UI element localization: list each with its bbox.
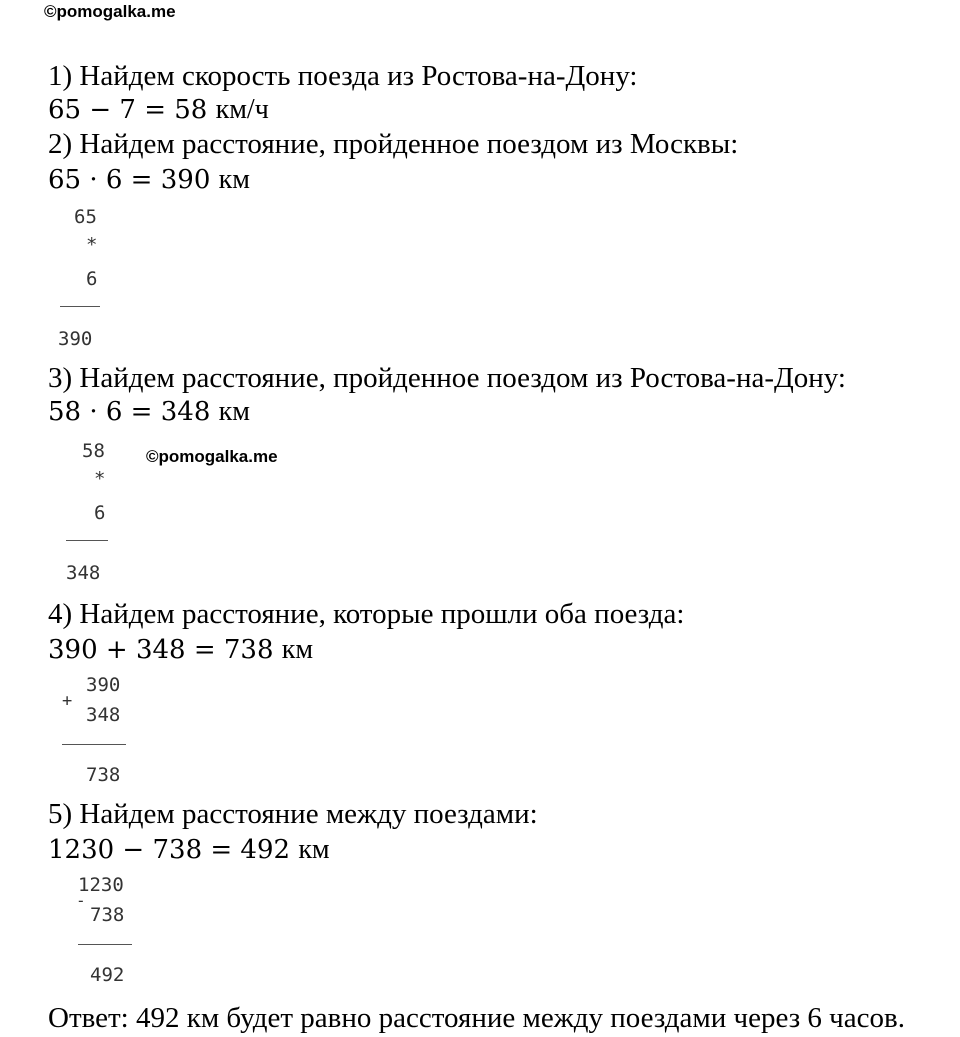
step-3-column-result: 348 [66,562,101,584]
step-5-unit: км [298,834,330,865]
step-4-column-result: 738 [86,764,121,786]
step-1-unit: км/ч [215,94,269,125]
step-4-column-top: 390 [86,674,121,696]
step-5-column-result: 492 [90,964,125,986]
step-4-column-line [62,744,126,745]
step-3-column-bottom: 6 [94,502,106,524]
step-1-expression: 65 − 7 = 58 [48,95,208,125]
step-5-column-operator: - [76,891,86,910]
step-3-equation [48,396,250,428]
step-5-column-top: 1230 [78,874,124,896]
step-3-unit: км [218,396,250,427]
step-4-expression: 390 + 348 = 738 [48,635,274,665]
answer-text: Ответ: 492 км будет равно расстояние между поездами через 6 часов. [48,1002,905,1034]
step-3-column-operator: * [94,468,106,490]
step-2-column-result: 390 [58,328,93,350]
step-5-column-line [78,944,132,945]
step-3-expression: 58 · 6 = 348 [48,397,211,427]
step-2-text: 2) Найдем расстояние, пройденное поездом из Москвы: [48,128,739,160]
step-5-expression: 1230 − 738 = 492 [48,835,291,865]
step-3-text: 3) Найдем расстояние, пройденное поездом из Ростова-на-Дону: [48,362,846,394]
step-3-column-line [66,540,108,541]
step-5-column-bottom: 738 [90,904,125,926]
step-4-unit: км [281,634,314,665]
step-1-equation [48,94,269,126]
step-5-equation [48,834,330,866]
step-2-equation [48,164,250,196]
step-2-column-operator: * [86,234,98,256]
step-2-column-line [60,306,100,307]
watermark-mid: ©pomogalka.me [146,447,278,466]
step-5-text: 5) Найдем расстояние между поездами: [48,798,538,830]
step-4-equation [48,634,313,666]
step-4-text: 4) Найдем расстояние, которые прошли оба поезда: [48,598,685,630]
step-4-column-operator: + [62,691,73,711]
watermark-top: ©pomogalka.me [44,2,176,21]
step-2-column-top: 65 [74,206,97,228]
step-4-column-bottom: 348 [86,704,121,726]
step-3-column-top: 58 [82,440,105,462]
step-2-column-bottom: 6 [86,268,98,290]
step-2-expression: 65 · 6 = 390 [48,165,211,195]
step-1-text: 1) Найдем скорость поезда из Ростова-на-Дону: [48,60,638,92]
step-2-unit: км [218,164,250,195]
